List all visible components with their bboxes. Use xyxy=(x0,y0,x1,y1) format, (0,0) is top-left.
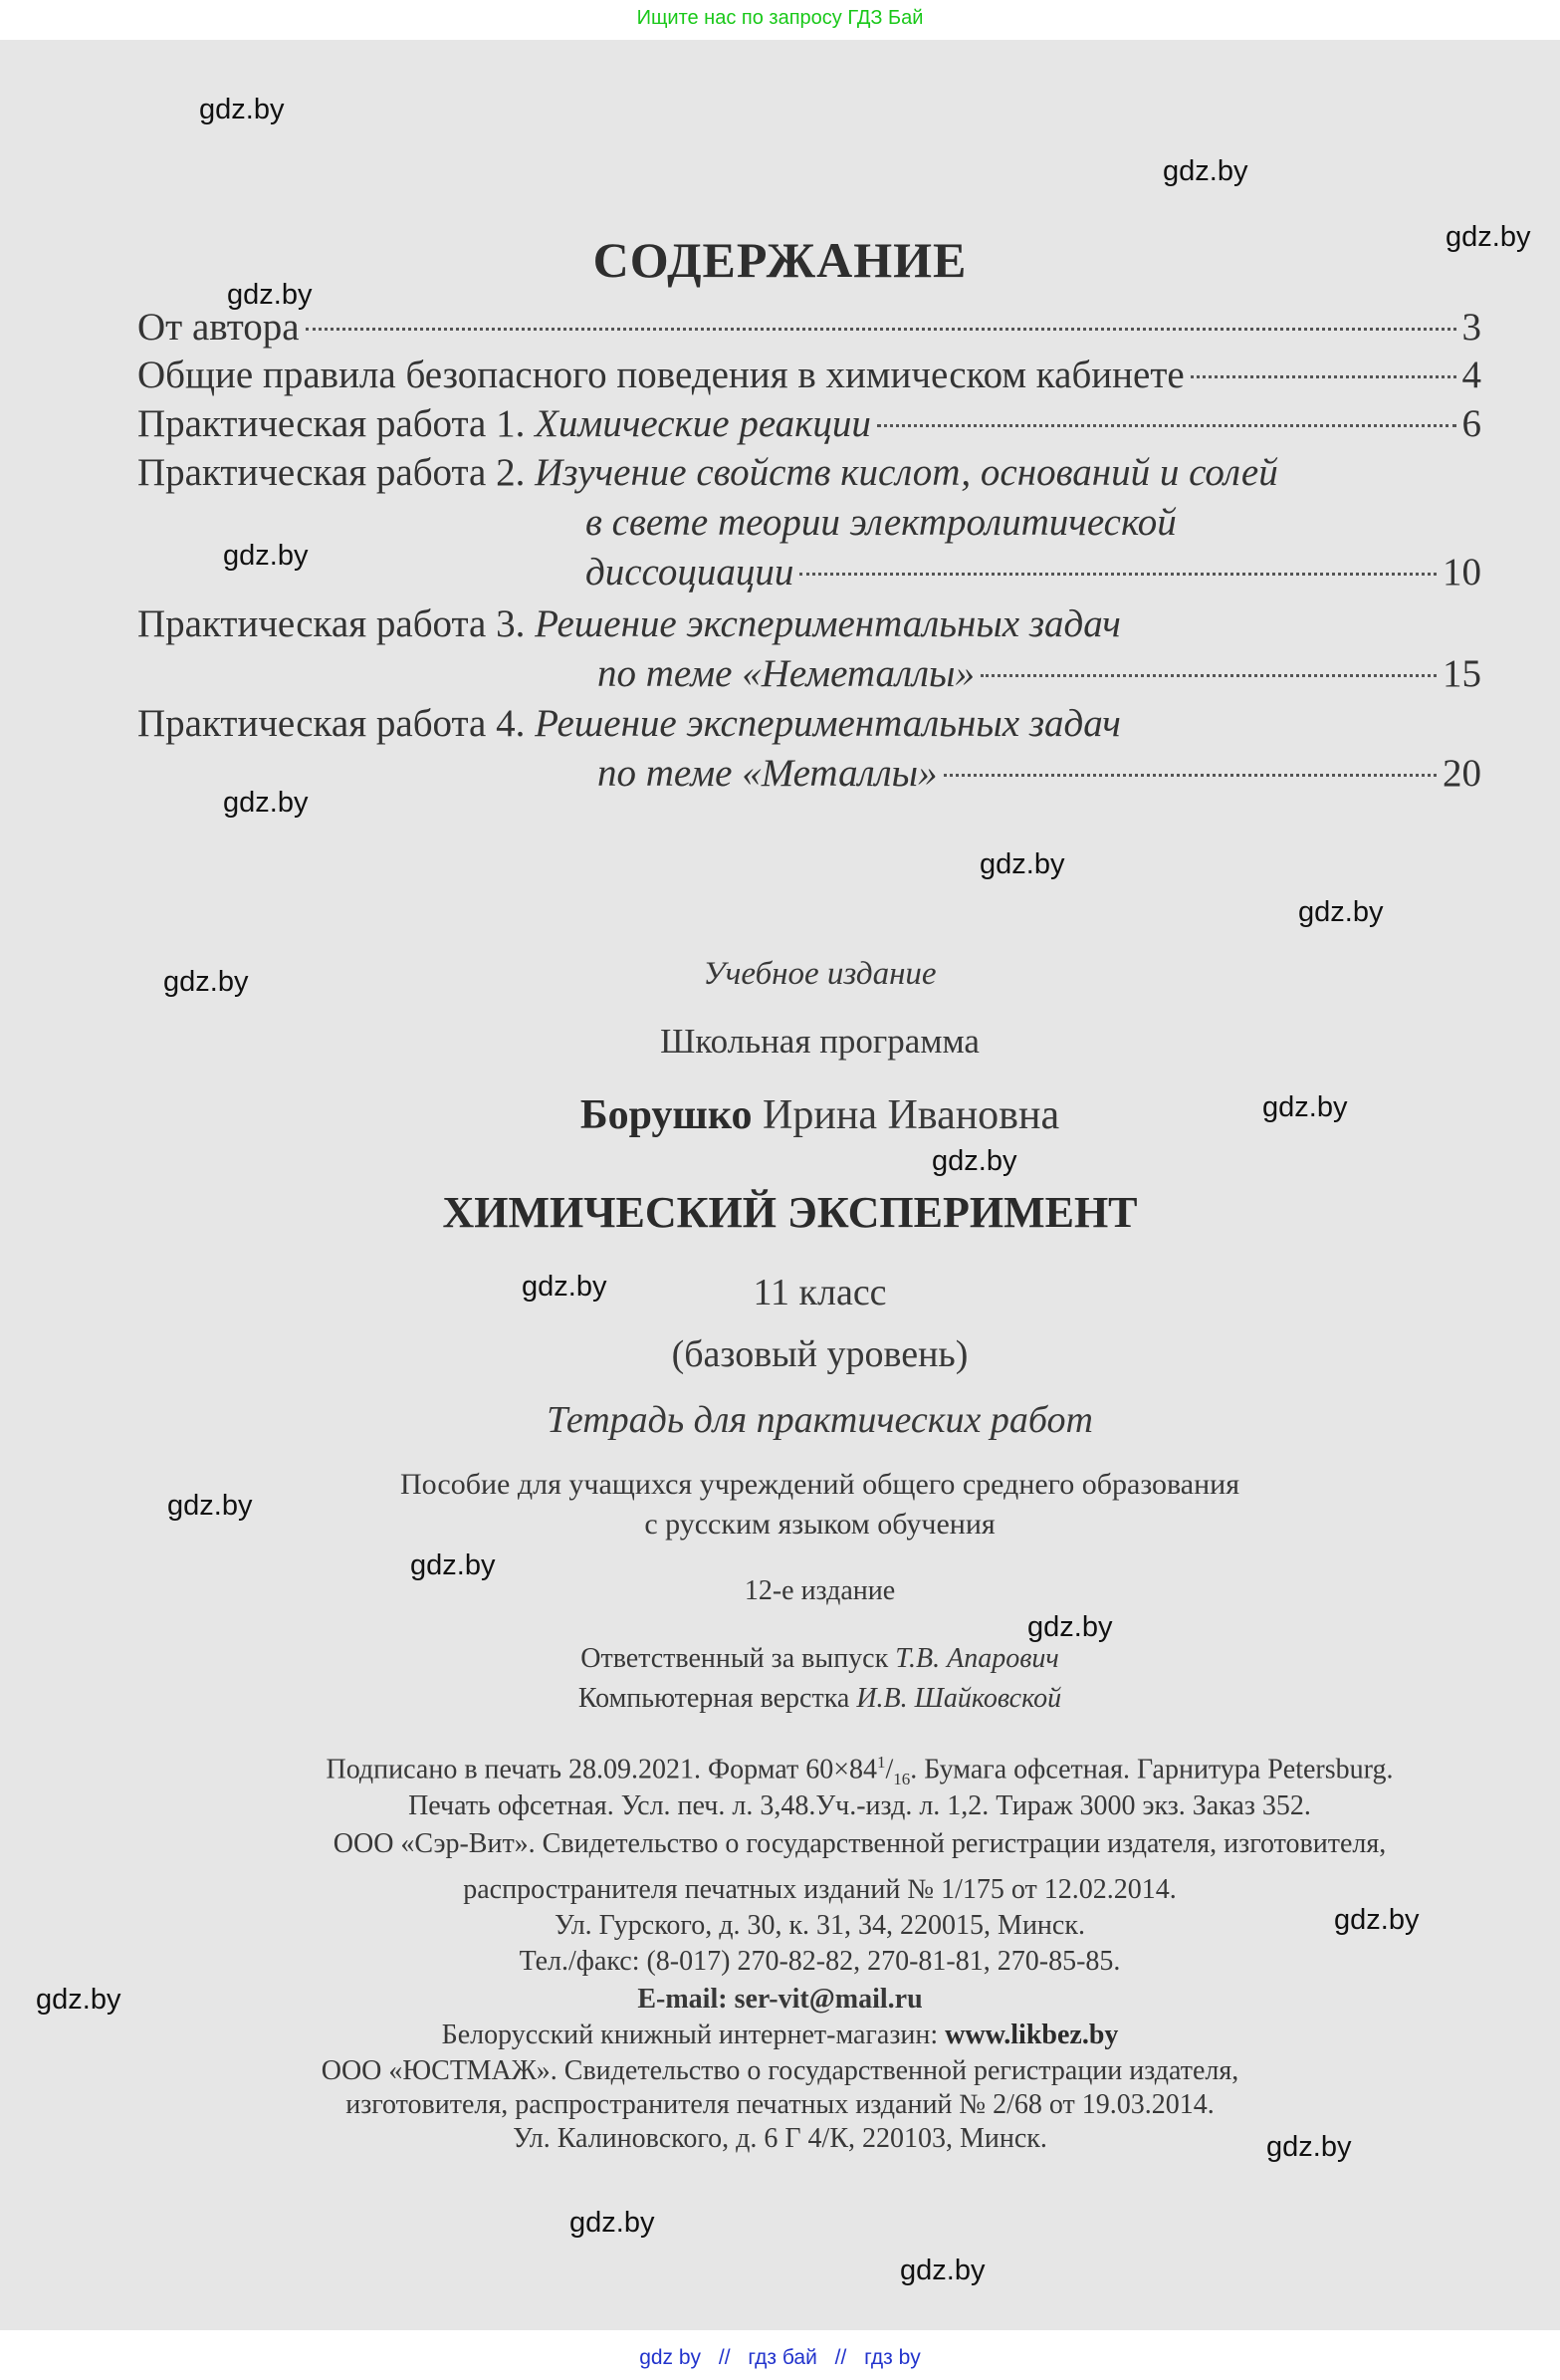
toc-entry xyxy=(137,353,1481,400)
watermark-text: gdz.by xyxy=(227,279,313,311)
toc-title: СОДЕРЖАНИЕ xyxy=(592,232,968,288)
purpose-line: Пособие для учащихся учреждений общего среднего образования xyxy=(400,1468,1239,1501)
edition-type: Учебное издание xyxy=(703,956,937,992)
promo-banner[interactable]: Ищите нас по запросу ГДЗ Бай xyxy=(636,7,924,29)
watermark-text: gdz.by xyxy=(199,94,285,125)
watermark-text: gdz.by xyxy=(522,1271,607,1303)
watermark-text: gdz.by xyxy=(1163,155,1248,187)
layout-credit xyxy=(40,1683,1560,1715)
watermark-text: gdz.by xyxy=(569,2207,655,2239)
edition-number: 12-е издание xyxy=(744,1575,896,1606)
toc-entry-continued xyxy=(585,500,1481,548)
watermark-text: gdz.by xyxy=(1446,221,1531,253)
toc-entry-page: 3 xyxy=(1461,306,1481,349)
footer-links xyxy=(0,2340,1560,2380)
toc-entry-label: Практическая работа 1. xyxy=(137,402,526,445)
watermark-text: gdz.by xyxy=(36,1984,121,2016)
publisher-address: Ул. Гурского, д. 30, к. 31, 34, 220015, Минск. xyxy=(555,1910,1085,1941)
watermark-text: gdz.by xyxy=(223,787,309,819)
toc-entry xyxy=(137,305,1481,353)
author-surname: Борушко xyxy=(579,1092,753,1138)
toc-entry-label: Общие правила безопасного поведения в химическом кабинете xyxy=(137,354,1185,396)
responsible-label: Ответственный за выпуск xyxy=(580,1643,889,1674)
footer-separator: // xyxy=(834,2346,847,2369)
footer-link[interactable]: гдз бай xyxy=(748,2346,817,2369)
distributor-address: Ул. Калиновского, д. 6 Г 4/К, 220103, Минск. xyxy=(513,2123,1047,2154)
watermark-text: gdz.by xyxy=(980,848,1065,880)
toc-entry-label: Практическая работа 3. xyxy=(137,602,526,645)
responsible xyxy=(40,1643,1560,1675)
toc-entry-page: 20 xyxy=(1443,752,1481,795)
watermark-text: gdz.by xyxy=(900,2255,986,2286)
toc-entry xyxy=(137,601,1481,649)
shop-link[interactable]: www.likbez.by xyxy=(945,2020,1119,2050)
toc-entry-page: 4 xyxy=(1461,354,1481,396)
publisher-phone: Тел./факс: (8-017) 270-82-82, 270-81-81, 270-85-85. xyxy=(519,1946,1121,1977)
toc-entry-page: 6 xyxy=(1461,402,1481,445)
distributor-info: ООО «ЮСТМАЖ». Свидетельство о государственной регистрации издателя, xyxy=(321,2055,1239,2086)
watermark-text: gdz.by xyxy=(1298,896,1384,928)
dot-leader xyxy=(877,424,1456,427)
toc-entry-title: по теме «Неметаллы» xyxy=(597,652,975,695)
toc-entry xyxy=(137,401,1481,449)
watermark-text: gdz.by xyxy=(1334,1904,1420,1936)
watermark-text: gdz.by xyxy=(223,540,309,572)
print-details: Печать офсетная. Усл. печ. л. 3,48.Уч.-изд. л. 1,2. Тираж 3000 экз. Заказ 352. xyxy=(408,1790,1311,1821)
responsible-name: Т.В. Апарович xyxy=(895,1643,1059,1674)
grade: 11 класс xyxy=(753,1272,887,1313)
toc-entry-continued xyxy=(597,751,1481,799)
dot-leader xyxy=(799,573,1437,576)
footer-separator: // xyxy=(718,2346,731,2369)
watermark-text: gdz.by xyxy=(932,1145,1017,1177)
dot-leader xyxy=(1191,375,1456,378)
toc-entry xyxy=(137,701,1481,749)
footer-link[interactable]: гдз by xyxy=(864,2346,921,2369)
online-shop xyxy=(0,2020,1560,2051)
toc-entry-title: Химические реакции xyxy=(535,402,871,445)
publisher-info: распространителя печатных изданий № 1/175 от 12.02.2014. xyxy=(463,1874,1177,1905)
distributor-info: изготовителя, распространителя печатных изданий № 2/68 от 19.03.2014. xyxy=(345,2089,1215,2120)
series-name: Школьная программа xyxy=(660,1022,980,1061)
toc-entry-title: Решение экспериментальных задач xyxy=(535,702,1121,745)
publisher-info: ООО «Сэр-Вит». Свидетельство о государственной регистрации издателя, изготовителя, xyxy=(333,1828,1387,1859)
watermark-text: gdz.by xyxy=(1266,2131,1352,2163)
watermark-text: gdz.by xyxy=(167,1490,253,1522)
toc-entry-title: Решение экспериментальных задач xyxy=(535,602,1121,645)
publisher-email[interactable]: E-mail: ser-vit@mail.ru xyxy=(637,1984,923,2015)
level: (базовый уровень) xyxy=(671,1333,969,1375)
toc-entry-label: От автора xyxy=(137,306,300,349)
dot-leader xyxy=(944,774,1438,777)
author-name: Ирина Ивановна xyxy=(763,1092,1060,1138)
toc-entry-label: Практическая работа 4. xyxy=(137,702,526,745)
toc-entry xyxy=(137,450,1481,498)
watermark-text: gdz.by xyxy=(163,966,249,998)
toc-entry-continued xyxy=(585,550,1481,597)
toc-entry-continued xyxy=(597,651,1481,699)
layout-label: Компьютерная верстка xyxy=(577,1683,850,1714)
toc-entry-title: в свете теории электролитической xyxy=(585,501,1177,544)
footer-link[interactable]: gdz by xyxy=(639,2346,702,2369)
toc-entry-label: Практическая работа 2. xyxy=(137,451,526,494)
layout-name: И.В. Шайковской xyxy=(856,1683,1062,1714)
toc-entry-page: 15 xyxy=(1443,652,1481,695)
watermark-text: gdz.by xyxy=(410,1549,496,1581)
subtitle: Тетрадь для практических работ xyxy=(547,1399,1093,1441)
dot-leader xyxy=(981,674,1437,677)
toc-entry-title: по теме «Металлы» xyxy=(597,752,938,795)
watermark-text: gdz.by xyxy=(1262,1091,1348,1123)
dot-leader xyxy=(306,328,1456,331)
shop-label: Белорусский книжный интернет-магазин: xyxy=(441,2020,939,2050)
toc-entry-title: Изучение свойств кислот, оснований и солей xyxy=(535,451,1278,494)
print-details: Подписано в печать 28.09.2021. Формат $60\times 84^1/_{16}$. Бумага офсетная. Гарнитура Petersburg. xyxy=(326,1753,1394,1788)
watermark-text: gdz.by xyxy=(1027,1611,1113,1643)
toc-entry-page: 10 xyxy=(1443,551,1481,594)
purpose-line: с русским языком обучения xyxy=(644,1508,996,1541)
toc-entry-title: диссоциации xyxy=(585,551,794,594)
book-title: ХИМИЧЕСКИЙ ЭКСПЕРИМЕНТ xyxy=(442,1188,1138,1237)
